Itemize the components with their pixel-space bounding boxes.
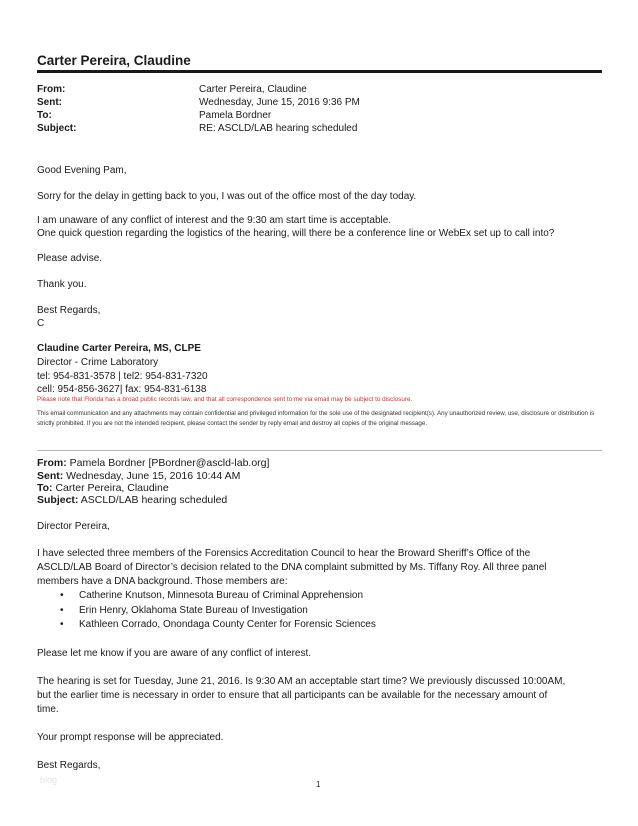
reply-paragraph-1: Sorry for the delay in getting back to you, I was out of the office most of the day today. <box>37 191 417 202</box>
forward-from-label: From: <box>37 457 67 469</box>
from-value: Carter Pereira, Claudine <box>199 84 307 95</box>
sender-title: Carter Pereira, Claudine <box>37 53 191 68</box>
forward-to-label: To: <box>37 482 53 494</box>
reply-paragraph-2-line-1: I am unaware of any conflict of interest and the 9:30 am start time is acceptable. <box>37 215 392 226</box>
from-label: From: <box>37 84 66 95</box>
forward-closing: Best Regards, <box>37 760 101 771</box>
forward-sent <box>37 470 240 482</box>
member-item: Kathleen Corrado, Onondaga County Center for Forensic Sciences <box>79 619 376 630</box>
confidentiality-disclaimer: This email communication and any attachments may contain confidential and privileged information for the sole use of the designated recipient(s). Any unauthorized review, use, disclosure or distribution is strictly prohibited. If you are not the intended recipient, please contact the sender by reply email and destroy all copies of the original message. <box>37 410 595 427</box>
page-number: 1 <box>316 780 321 789</box>
forward-sent-label: Sent: <box>37 470 64 482</box>
forward-paragraph-1-line-2: ASCLD/LAB Board of Director’s decision related to the DNA complaint submitted by Ms. Tiffany Roy. All three panel <box>37 562 547 573</box>
to-value: Pamela Bordner <box>199 110 272 121</box>
subject-label: Subject: <box>37 123 77 134</box>
forward-to-value: Carter Pereira, Claudine <box>55 482 169 494</box>
forward-paragraph-4: Your prompt response will be appreciated. <box>37 732 224 743</box>
forward-paragraph-3-line-3: time. <box>37 704 59 715</box>
watermark: blog <box>40 775 58 785</box>
subject-value: RE: ASCLD/LAB hearing scheduled <box>199 123 358 134</box>
signature-position: Director - Crime Laboratory <box>37 357 159 368</box>
forward-to <box>37 482 169 494</box>
member-item: Erin Henry, Oklahoma State Bureau of Investigation <box>79 605 308 616</box>
reply-closing: Best Regards, <box>37 305 101 316</box>
forward-paragraph-1-line-1: I have selected three members of the Forensics Accreditation Council to hear the Broward Sheriff’s Office of the <box>37 548 531 559</box>
bullet-icon: • <box>60 590 64 601</box>
bullet-icon: • <box>60 605 64 616</box>
forward-subject <box>37 494 227 506</box>
signature-tel: tel: 954-831-3578 | tel2: 954-831-7320 <box>37 371 208 382</box>
reply-paragraph-3: Please advise. <box>37 253 103 264</box>
forward-greeting: Director Pereira, <box>37 521 110 532</box>
signature-cell: cell: 954-856-3627| fax: 954-831-6138 <box>37 384 207 395</box>
reply-initial: C <box>37 318 45 329</box>
reply-paragraph-4: Thank you. <box>37 279 87 290</box>
forward-subject-label: Subject: <box>37 494 79 506</box>
member-item: Catherine Knutson, Minnesota Bureau of Criminal Apprehension <box>79 590 364 601</box>
reply-paragraph-2-line-2: One quick question regarding the logistics of the hearing, will there be a conference line or WebEx set up to call into? <box>37 228 555 239</box>
forward-sent-value: Wednesday, June 15, 2016 10:44 AM <box>66 470 241 482</box>
sent-value: Wednesday, June 15, 2016 9:36 PM <box>199 97 360 108</box>
signature-name: Claudine Carter Pereira, MS, CLPE <box>37 343 201 354</box>
to-label: To: <box>37 110 52 121</box>
forward-divider <box>37 450 602 451</box>
forward-from-value: Pamela Bordner [PBordner@ascld-lab.org] <box>69 457 270 469</box>
bullet-icon: • <box>60 619 64 630</box>
public-records-notice: Please note that Florida has a broad public records law, and that all correspondence sent to me via email may be subject to disclosure. <box>37 396 413 403</box>
title-divider <box>37 70 602 73</box>
forward-subject-value: ASCLD/LAB hearing scheduled <box>80 494 228 506</box>
forward-from <box>37 457 269 469</box>
reply-greeting: Good Evening Pam, <box>37 165 127 176</box>
forward-paragraph-3-line-1: The hearing is set for Tuesday, June 21, 2016. Is 9:30 AM an acceptable start time? We previously discussed 10:00AM, <box>37 676 566 687</box>
sent-label: Sent: <box>37 97 62 108</box>
forward-paragraph-3-line-2: but the earlier time is necessary in order to ensure that all participants can be available for the necessary amount of <box>37 690 548 701</box>
forward-paragraph-2: Please let me know if you are aware of any conflict of interest. <box>37 648 312 659</box>
forward-paragraph-1-line-3: members have a DNA background. Those members are: <box>37 576 288 587</box>
